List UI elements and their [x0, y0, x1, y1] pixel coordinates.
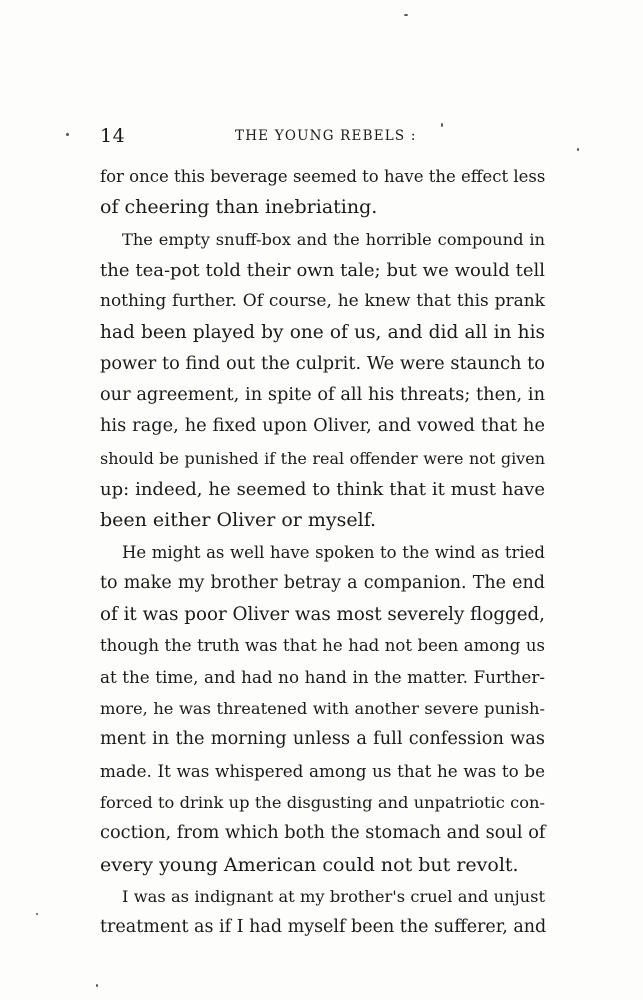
text-line: though the truth was that he had not been among us: [100, 636, 545, 656]
text-line: coction, from which both the stomach and soul of: [100, 823, 546, 844]
page-number: 14: [100, 125, 126, 147]
text-line: forced to drink up the disgusting and unpatriotic con-: [100, 792, 545, 812]
paragraph: [100, 161, 545, 224]
scan-speck: [577, 148, 579, 151]
running-title: THE YOUNG REBELS :: [235, 128, 417, 144]
text-line: had been played by one of us, and did all in his: [100, 322, 545, 344]
scan-speck: [441, 123, 443, 127]
text-line: of cheering than inebriating.: [100, 196, 378, 219]
text-line: to make my brother betray a companion. The end: [100, 572, 545, 593]
text-line: his rage, he fixed upon Oliver, and vowed that he: [100, 416, 545, 437]
text-line: He might as well have spoken to the wind as tried: [122, 542, 545, 562]
text-line: at the time, and had no hand in the matter. Further-: [100, 666, 545, 687]
text-line: up: indeed, he seemed to think that it must have: [100, 478, 545, 500]
text-line: of it was poor Oliver was most severely flogged,: [100, 604, 545, 626]
text-line: made. It was whispered among us that he was to be: [100, 760, 545, 781]
text-line: power to find out the culprit. We were staunch to: [100, 353, 545, 374]
text-line: should be punished if the real offender were not given: [100, 448, 545, 468]
text-line: the tea-pot told their own tale; but we would tell: [100, 259, 545, 281]
text-line: our agreement, in spite of all his threats; then, in: [100, 385, 545, 406]
text-line: ment in the morning unless a full confession was: [100, 729, 545, 750]
scan-speck: [66, 133, 69, 136]
scan-speck: [96, 984, 98, 987]
paragraph: [100, 537, 545, 881]
text-line: been either Oliver or myself.: [100, 509, 377, 532]
paragraph: [100, 881, 545, 944]
running-header: [100, 125, 544, 149]
text-line: I was as indignant at my brother's cruel and unjust: [122, 886, 545, 906]
text-line: more, he was threatened with another severe punish-: [100, 699, 545, 719]
text-line: every young American could not but revolt.: [100, 853, 519, 876]
body-text: [100, 161, 545, 943]
scan-speck: [404, 14, 408, 16]
text-line: for once this beverage seemed to have the effect less: [100, 167, 546, 186]
scan-speck: [36, 913, 38, 915]
paragraph: [100, 224, 545, 537]
text-line: treatment as if I had myself been the sufferer, and: [100, 917, 547, 938]
text-line: The empty snuff-box and the horrible compound in: [122, 229, 545, 249]
text-line: nothing further. Of course, he knew that this prank: [100, 291, 545, 312]
